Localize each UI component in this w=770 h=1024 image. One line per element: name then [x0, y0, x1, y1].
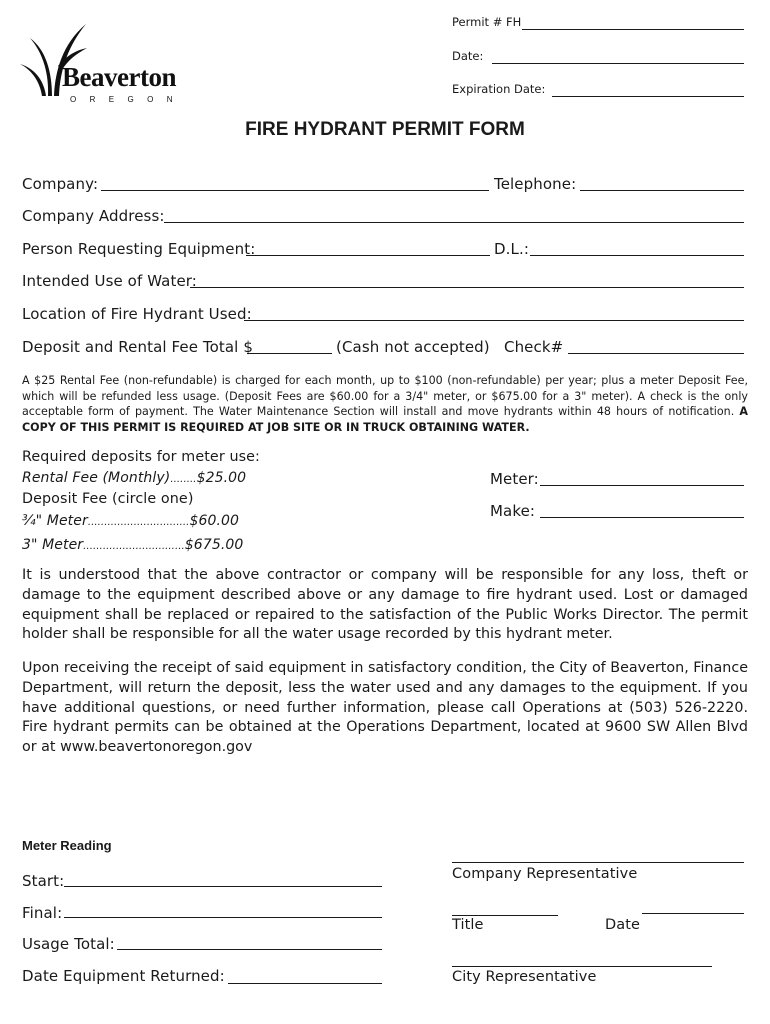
meter-34-dots: ............................... — [87, 517, 190, 528]
telephone-label: Telephone: — [494, 175, 577, 193]
meter-reading-heading: Meter Reading — [22, 838, 112, 853]
meter-3-row — [22, 537, 243, 553]
dl-label: D.L.: — [494, 240, 529, 258]
cash-note: (Cash not accepted) — [336, 338, 490, 356]
refund-paragraph: Upon receiving the receipt of said equipment in satisfactory condition, the City of Beaverton, Finance Department, will return the deposit, less the water used and any damages to the equipment. If you have additional questions, or need further information, please call Operations at (503) 526-2220. Fire hydrant permits can be obtained at the Operations Department, located at 9600 SW Allen Blvd or at www.beavertonoregon.gov — [22, 660, 748, 756]
final-line[interactable] — [64, 917, 382, 918]
person-requesting-line[interactable] — [246, 255, 490, 256]
fee-fine-print — [22, 373, 748, 435]
make-line[interactable] — [540, 517, 744, 518]
expiration-date-label: Expiration Date: — [452, 82, 546, 96]
deposits-heading: Required deposits for meter use: — [22, 449, 260, 465]
start-label: Start: — [22, 872, 65, 890]
rental-fee-value: $25.00 — [196, 470, 247, 486]
permit-number-label: Permit # FH — [452, 15, 522, 29]
check-line[interactable] — [568, 353, 744, 354]
person-requesting-label: Person Requesting Equipment: — [22, 240, 256, 258]
expiration-date-line[interactable] — [552, 96, 744, 97]
location-label: Location of Fire Hydrant Used: — [22, 305, 252, 323]
meter-34-value: $60.00 — [189, 513, 240, 529]
logo-wordmark: Beaverton — [62, 62, 176, 92]
location-line[interactable] — [244, 320, 744, 321]
date-returned-label: Date Equipment Returned: — [22, 967, 225, 985]
sig-date-label: Date — [605, 917, 641, 933]
date-label: Date: — [452, 49, 484, 63]
company-rep-label: Company Representative — [452, 866, 638, 882]
company-address-line[interactable] — [164, 222, 744, 223]
company-label: Company: — [22, 175, 99, 193]
permit-number-line[interactable] — [522, 29, 744, 30]
meter-34-row — [22, 513, 239, 529]
usage-total-line[interactable] — [117, 949, 382, 950]
title-signature-line[interactable] — [452, 915, 558, 916]
check-label: Check# — [504, 338, 564, 356]
date-returned-line[interactable] — [228, 983, 382, 984]
meter-label: Meter: — [490, 470, 539, 488]
meter-3-label: 3" Meter — [22, 537, 84, 553]
rental-fee-row — [22, 470, 246, 486]
usage-total-label: Usage Total: — [22, 935, 115, 953]
fee-fine-print-text: A $25 Rental Fee (non-refundable) is charged for each month, up to $100 (non-refundable) per year; plus a meter Deposit Fee, which will be refunded less usage. (Deposit Fees are $60.00 for a 3/4" meter, or $675.00 for a 3" meter). A check is the only acceptable form of payment. The Water Maintenance Section will install and move hydrants within 48 hours of notification. — [22, 374, 748, 418]
company-rep-signature-line[interactable] — [452, 862, 744, 863]
meter-3-dots: ............................... — [83, 541, 185, 552]
meter-line[interactable] — [540, 485, 744, 486]
date-signature-line[interactable] — [642, 913, 744, 914]
intended-use-line[interactable] — [190, 287, 744, 288]
dl-line[interactable] — [530, 255, 744, 256]
fee-fine-print-bold: A COPY OF THIS PERMIT IS REQUIRED AT JOB SITE OR IN TRUCK OBTAINING WATER. — [22, 405, 748, 434]
city-rep-label: City Representative — [452, 969, 597, 985]
final-label: Final: — [22, 904, 63, 922]
deposit-total-line[interactable] — [247, 353, 332, 354]
city-rep-signature-line[interactable] — [452, 966, 712, 967]
rental-fee-label: Rental Fee (Monthly) — [22, 470, 171, 486]
responsibility-paragraph: It is understood that the above contractor or company will be responsible for any loss, theft or damage to the equipment described above or any damage to fire hydrant used. Lost or damaged equipment shall be replaced or repaired to the satisfaction of the Public Works Director. The permit holder shall be responsible for all the water usage recorded by this hydrant meter. — [22, 567, 748, 643]
telephone-line[interactable] — [580, 190, 744, 191]
deposit-fee-heading: Deposit Fee (circle one) — [22, 491, 194, 507]
meter-34-label: ¾" Meter — [22, 513, 88, 529]
date-line[interactable] — [492, 63, 744, 64]
intended-use-label: Intended Use of Water: — [22, 272, 197, 290]
deposit-total-label: Deposit and Rental Fee Total $ — [22, 338, 253, 356]
form-title: FIRE HYDRANT PERMIT FORM — [245, 119, 525, 140]
company-line[interactable] — [101, 190, 489, 191]
company-address-label: Company Address: — [22, 207, 165, 225]
rental-fee-dots: ........ — [170, 474, 197, 485]
make-label: Make: — [490, 502, 536, 520]
start-line[interactable] — [64, 886, 382, 887]
title-label: Title — [452, 917, 484, 933]
logo-state: OREGON — [70, 95, 186, 104]
meter-3-value: $675.00 — [184, 537, 244, 553]
